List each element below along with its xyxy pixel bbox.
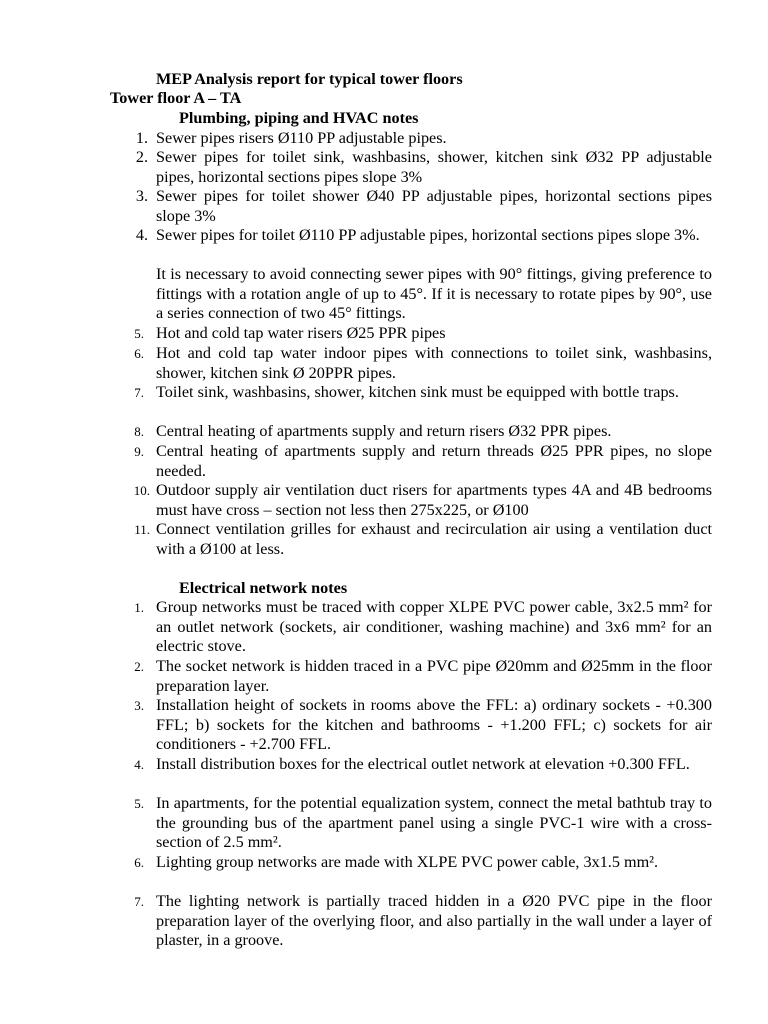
plumbing-item-text: Central heating of apartments supply and return risers Ø32 PPR pipes. xyxy=(156,422,612,440)
plumbing-item-number: 8. xyxy=(134,424,144,439)
electrical-item-text: Installation height of sockets in rooms above the FFL: a) ordinary sockets - +0.300 FFL; b) sockets for the kitchen and bathrooms - +1.200 FFL; c) sockets for air conditioners - +2.700 FFL. xyxy=(156,696,712,754)
electrical-item-number: 2. xyxy=(134,659,144,674)
plumbing-item-text: Outdoor supply air ventilation duct risers for apartments types 4A and 4B bedrooms must have cross – section not less then 275x225, or Ø100 xyxy=(156,481,712,519)
plumbing-item-number: 7. xyxy=(134,385,144,400)
electrical-item-number: 7. xyxy=(134,894,144,909)
electrical-item-text: In apartments, for the potential equalization system, connect the metal bathtub tray to the grounding bus of the apartment panel using a single PVC-1 wire with a cross-section of 2.5 mm². xyxy=(156,794,712,852)
plumbing-item-number: 2. xyxy=(135,148,148,166)
electrical-item-number: 1. xyxy=(134,600,144,615)
plumbing-item-text: Sewer pipes for toilet Ø110 PP adjustable pipes, horizontal sections pipes slope 3%. xyxy=(156,226,700,244)
plumbing-item-number: 9. xyxy=(134,444,144,459)
electrical-item-number: 4. xyxy=(134,757,144,772)
electrical-item-text: Lighting group networks are made with XLPE PVC power cable, 3x1.5 mm². xyxy=(156,853,659,871)
plumbing-item-text: Toilet sink, washbasins, shower, kitchen sink must be equipped with bottle traps. xyxy=(156,383,679,401)
electrical-item-text: The socket network is hidden traced in a PVC pipe Ø20mm and Ø25mm in the floor preparation layer. xyxy=(156,657,712,695)
electrical-item-text: The lighting network is partially traced hidden in a Ø20 PVC pipe in the floor preparation layer of the overlying floor, and also partially in the wall under a layer of plaster, in a groove. xyxy=(156,892,712,950)
plumbing-item-note: It is necessary to avoid connecting sewer pipes with 90° fittings, giving preference to fittings with a rotation angle of up to 45°. If it is necessary to rotate pipes by 90°, use a series connection of two 45° fittings. xyxy=(156,265,712,323)
plumbing-item-number: 4. xyxy=(135,226,148,244)
plumbing-item-text: Hot and cold tap water risers Ø25 PPR pipes xyxy=(156,324,446,342)
electrical-heading: Electrical network notes xyxy=(179,579,348,597)
plumbing-heading: Plumbing, piping and HVAC notes xyxy=(179,109,419,127)
electrical-item-text: Install distribution boxes for the electrical outlet network at elevation +0.300 FFL. xyxy=(156,755,690,773)
plumbing-item-text: Central heating of apartments supply and return threads Ø25 PPR pipes, no slope needed. xyxy=(156,442,712,480)
electrical-item-number: 3. xyxy=(134,698,144,713)
electrical-item-text: Group networks must be traced with copper XLPE PVC power cable, 3x2.5 mm² for an outlet network (sockets, air conditioner, washing machine) and 3x6 mm² for an electric stove. xyxy=(156,598,712,656)
electrical-item-number: 6. xyxy=(134,855,144,870)
plumbing-item-number: 5. xyxy=(134,326,144,341)
plumbing-item-number: 3. xyxy=(135,187,148,205)
plumbing-item-text: Hot and cold tap water indoor pipes with connections to toilet sink, washbasins, shower, kitchen sink Ø 20PPR pipes. xyxy=(156,344,712,382)
document-title: MEP Analysis report for typical tower floors xyxy=(156,70,463,88)
plumbing-item-text: Connect ventilation grilles for exhaust and recirculation air using a ventilation duct with a Ø100 at less. xyxy=(156,520,712,558)
plumbing-item-number: 10. xyxy=(133,483,150,498)
plumbing-item-text: Sewer pipes risers Ø110 PP adjustable pipes. xyxy=(156,129,447,147)
electrical-item-number: 5. xyxy=(134,796,144,811)
plumbing-item-number: 11. xyxy=(134,522,150,537)
plumbing-item-number: 1. xyxy=(135,129,148,147)
plumbing-item-text: Sewer pipes for toilet sink, washbasins, shower, kitchen sink Ø32 PP adjustable pipes, horizontal sections pipes slope 3% xyxy=(156,148,712,186)
plumbing-item-number: 6. xyxy=(134,346,144,361)
plumbing-item-text: Sewer pipes for toilet shower Ø40 PP adjustable pipes, horizontal sections pipes slope 3% xyxy=(156,187,712,225)
floor-heading: Tower floor A – TA xyxy=(110,89,242,107)
